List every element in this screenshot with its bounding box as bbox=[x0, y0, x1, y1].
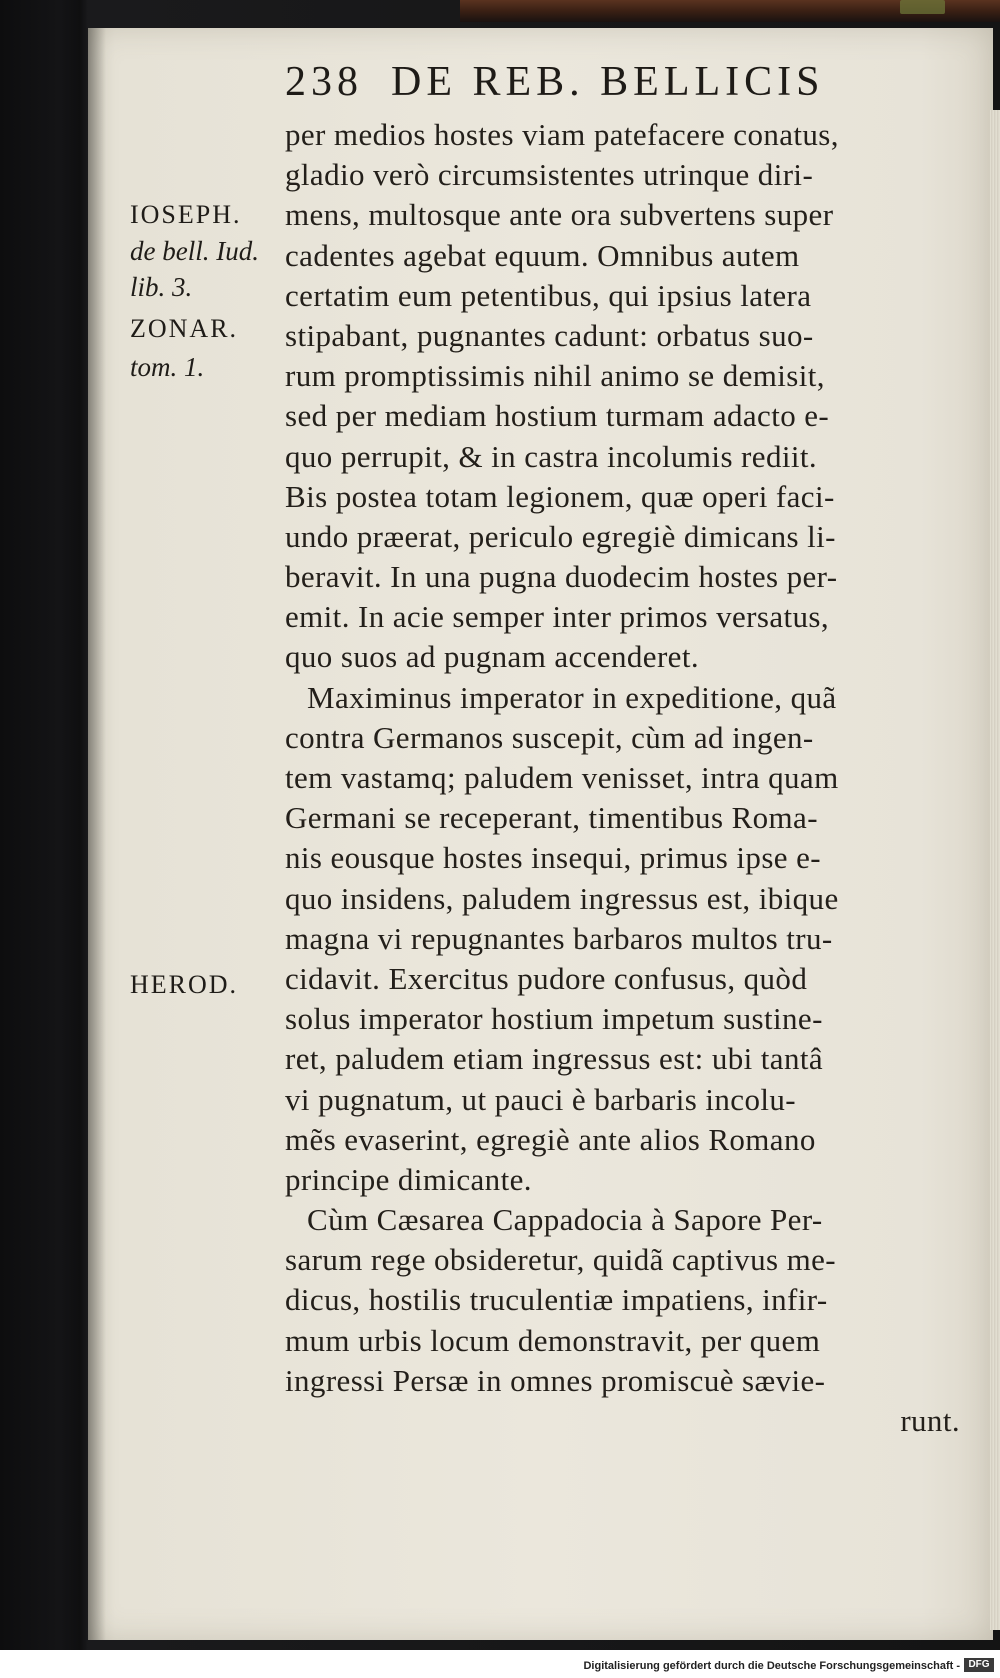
page-gutter-shadow bbox=[88, 28, 106, 1640]
margin-note: IOSEPH. bbox=[130, 200, 242, 229]
margin-note: ZONAR. bbox=[130, 314, 239, 343]
margin-note: tom. 1. bbox=[130, 352, 205, 382]
text-line: vi pugnatum, ut pauci è barbaris incolu- bbox=[285, 1081, 797, 1117]
text-line: Germani se receperant, timentibus Roma- bbox=[285, 800, 818, 836]
dfg-logo-icon: DFG bbox=[964, 1658, 994, 1672]
text-line: dicus, hostilis truculentiæ impatiens, infir- bbox=[285, 1282, 828, 1318]
page-fore-edge bbox=[990, 110, 1000, 1630]
text-line: certatim eum petentibus, qui ipsius latera bbox=[285, 277, 812, 313]
funding-credit: Digitalisierung gefördert durch die Deutsche Forschungsgemeinschaft - bbox=[583, 1660, 960, 1672]
text-line: cidavit. Exercitus pudore confusus, quòd bbox=[285, 960, 808, 996]
text-line: quo suos ad pugnam accenderet. bbox=[285, 639, 700, 675]
text-line: mẽs evaserint, egregiè ante alios Romano bbox=[285, 1121, 816, 1157]
text-line: ret, paludem etiam ingressus est: ubi tantâ bbox=[285, 1041, 824, 1077]
text-line: sed per mediam hostium turmam adacto e- bbox=[285, 398, 830, 434]
text-line: quo perrupit, & in castra incolumis rediit. bbox=[285, 438, 818, 474]
text-line: contra Germanos suscepit, cùm ad ingen- bbox=[285, 719, 814, 755]
text-line: sarum rege obsideretur, quidã captivus me- bbox=[285, 1242, 836, 1278]
margin-note: de bell. Iud. bbox=[130, 236, 259, 266]
text-line: solus imperator hostium impetum sustine- bbox=[285, 1001, 823, 1037]
text-line: undo præerat, periculo egregiè dimicans li- bbox=[285, 518, 836, 554]
text-line: cadentes agebat equum. Omnibus autem bbox=[285, 237, 800, 273]
text-line: emit. In acie semper inter primos versatus, bbox=[285, 599, 830, 635]
text-line: magna vi repugnantes barbaros multos tru- bbox=[285, 920, 833, 956]
text-line: quo insidens, paludem ingressus est, ibique bbox=[285, 880, 839, 916]
text-line: beravit. In una pugna duodecim hostes per- bbox=[285, 559, 838, 595]
text-line: per medios hostes viam patefacere conatus, bbox=[285, 117, 839, 152]
body-text bbox=[285, 115, 970, 1441]
page-number: 238 bbox=[285, 59, 363, 105]
text-line: Cùm Cæsarea Cappadocia à Sapore Per- bbox=[307, 1202, 823, 1238]
catchword: runt. bbox=[900, 1403, 960, 1438]
text-line: ingressi Persæ in omnes promiscuè sævie- bbox=[285, 1362, 826, 1398]
text-line: mum urbis locum demonstravit, per quem bbox=[285, 1322, 821, 1358]
text-line: rum promptissimis nihil animo se demisit, bbox=[285, 358, 825, 394]
margin-note: HEROD. bbox=[130, 970, 239, 999]
text-line: tem vastamq; paludem venisset, intra quam bbox=[285, 760, 839, 795]
top-edge-ornament bbox=[900, 0, 945, 14]
text-line: Bis postea totam legionem, quæ operi faci- bbox=[285, 478, 835, 514]
text-line: gladio verò circumsistentes utrinque diri- bbox=[285, 157, 814, 193]
text-line: stipabant, pugnantes cadunt: orbatus suo- bbox=[285, 317, 814, 353]
running-header bbox=[285, 58, 925, 108]
text-line: principe dimicante. bbox=[285, 1161, 532, 1197]
text-line: mens, multosque ante ora subvertens super bbox=[285, 197, 834, 233]
running-title: DE REB. BELLICIS bbox=[391, 59, 825, 105]
digitization-footer bbox=[0, 1650, 1000, 1678]
text-line: nis eousque hostes insequi, primus ipse e- bbox=[285, 840, 821, 876]
text-line: Maximinus imperator in expeditione, quã bbox=[307, 679, 837, 715]
margin-note: lib. 3. bbox=[130, 272, 193, 302]
